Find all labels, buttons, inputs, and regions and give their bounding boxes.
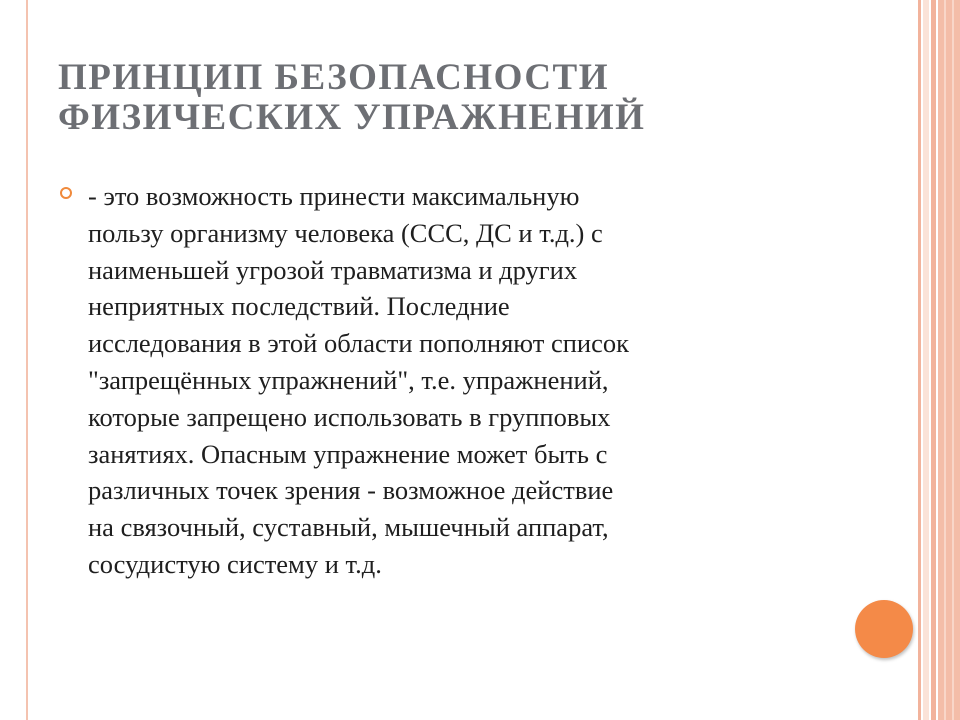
bullet-text-line: - это возможность принести максимальную	[88, 181, 580, 211]
decorative-circle	[855, 600, 913, 658]
bullet-text-line: исследования в этой области пополняют список	[88, 328, 629, 359]
bullet-text-line: неприятных последствий. Последние	[88, 291, 510, 322]
bullet-text-line: которые запрещено использовать в групповых	[88, 401, 611, 432]
right-decor-stripe	[938, 0, 960, 720]
slide-title	[58, 58, 878, 138]
bullet-text-line: занятиях. Опасным упражнение может быть с	[88, 438, 608, 469]
bullet-text-line: различных точек зрения - возможное действие	[88, 475, 614, 506]
right-decor-stripe	[952, 0, 954, 720]
right-decor-stripe	[923, 0, 929, 720]
slide-title-line: ПРИНЦИП БЕЗОПАСНОСТИ	[58, 57, 609, 98]
bullet-item	[60, 178, 840, 583]
bullet-text-line: наименьшей угрозой травматизма и других	[88, 254, 578, 285]
bullet-text-line: "запрещённых упражнений", т.е. упражнений,	[88, 364, 609, 395]
bullet-text	[88, 178, 840, 583]
left-border-line	[26, 0, 28, 720]
right-decor-stripe	[931, 0, 936, 720]
right-decor-stripe	[918, 0, 921, 720]
slide-title-line: ФИЗИЧЕСКИХ УПРАЖНЕНИЙ	[58, 97, 646, 138]
bullet-text-line: сосудистую систему и т.д.	[88, 548, 382, 579]
bullet-text-line: на связочный, суставный, мышечный аппарат,	[88, 512, 609, 543]
bullet-text-line: пользу организму человека (ССС, ДС и т.д.) с	[88, 217, 603, 248]
ring-bullet-icon	[60, 187, 72, 199]
slide-content	[60, 178, 840, 583]
right-decor-stripe	[944, 0, 946, 720]
